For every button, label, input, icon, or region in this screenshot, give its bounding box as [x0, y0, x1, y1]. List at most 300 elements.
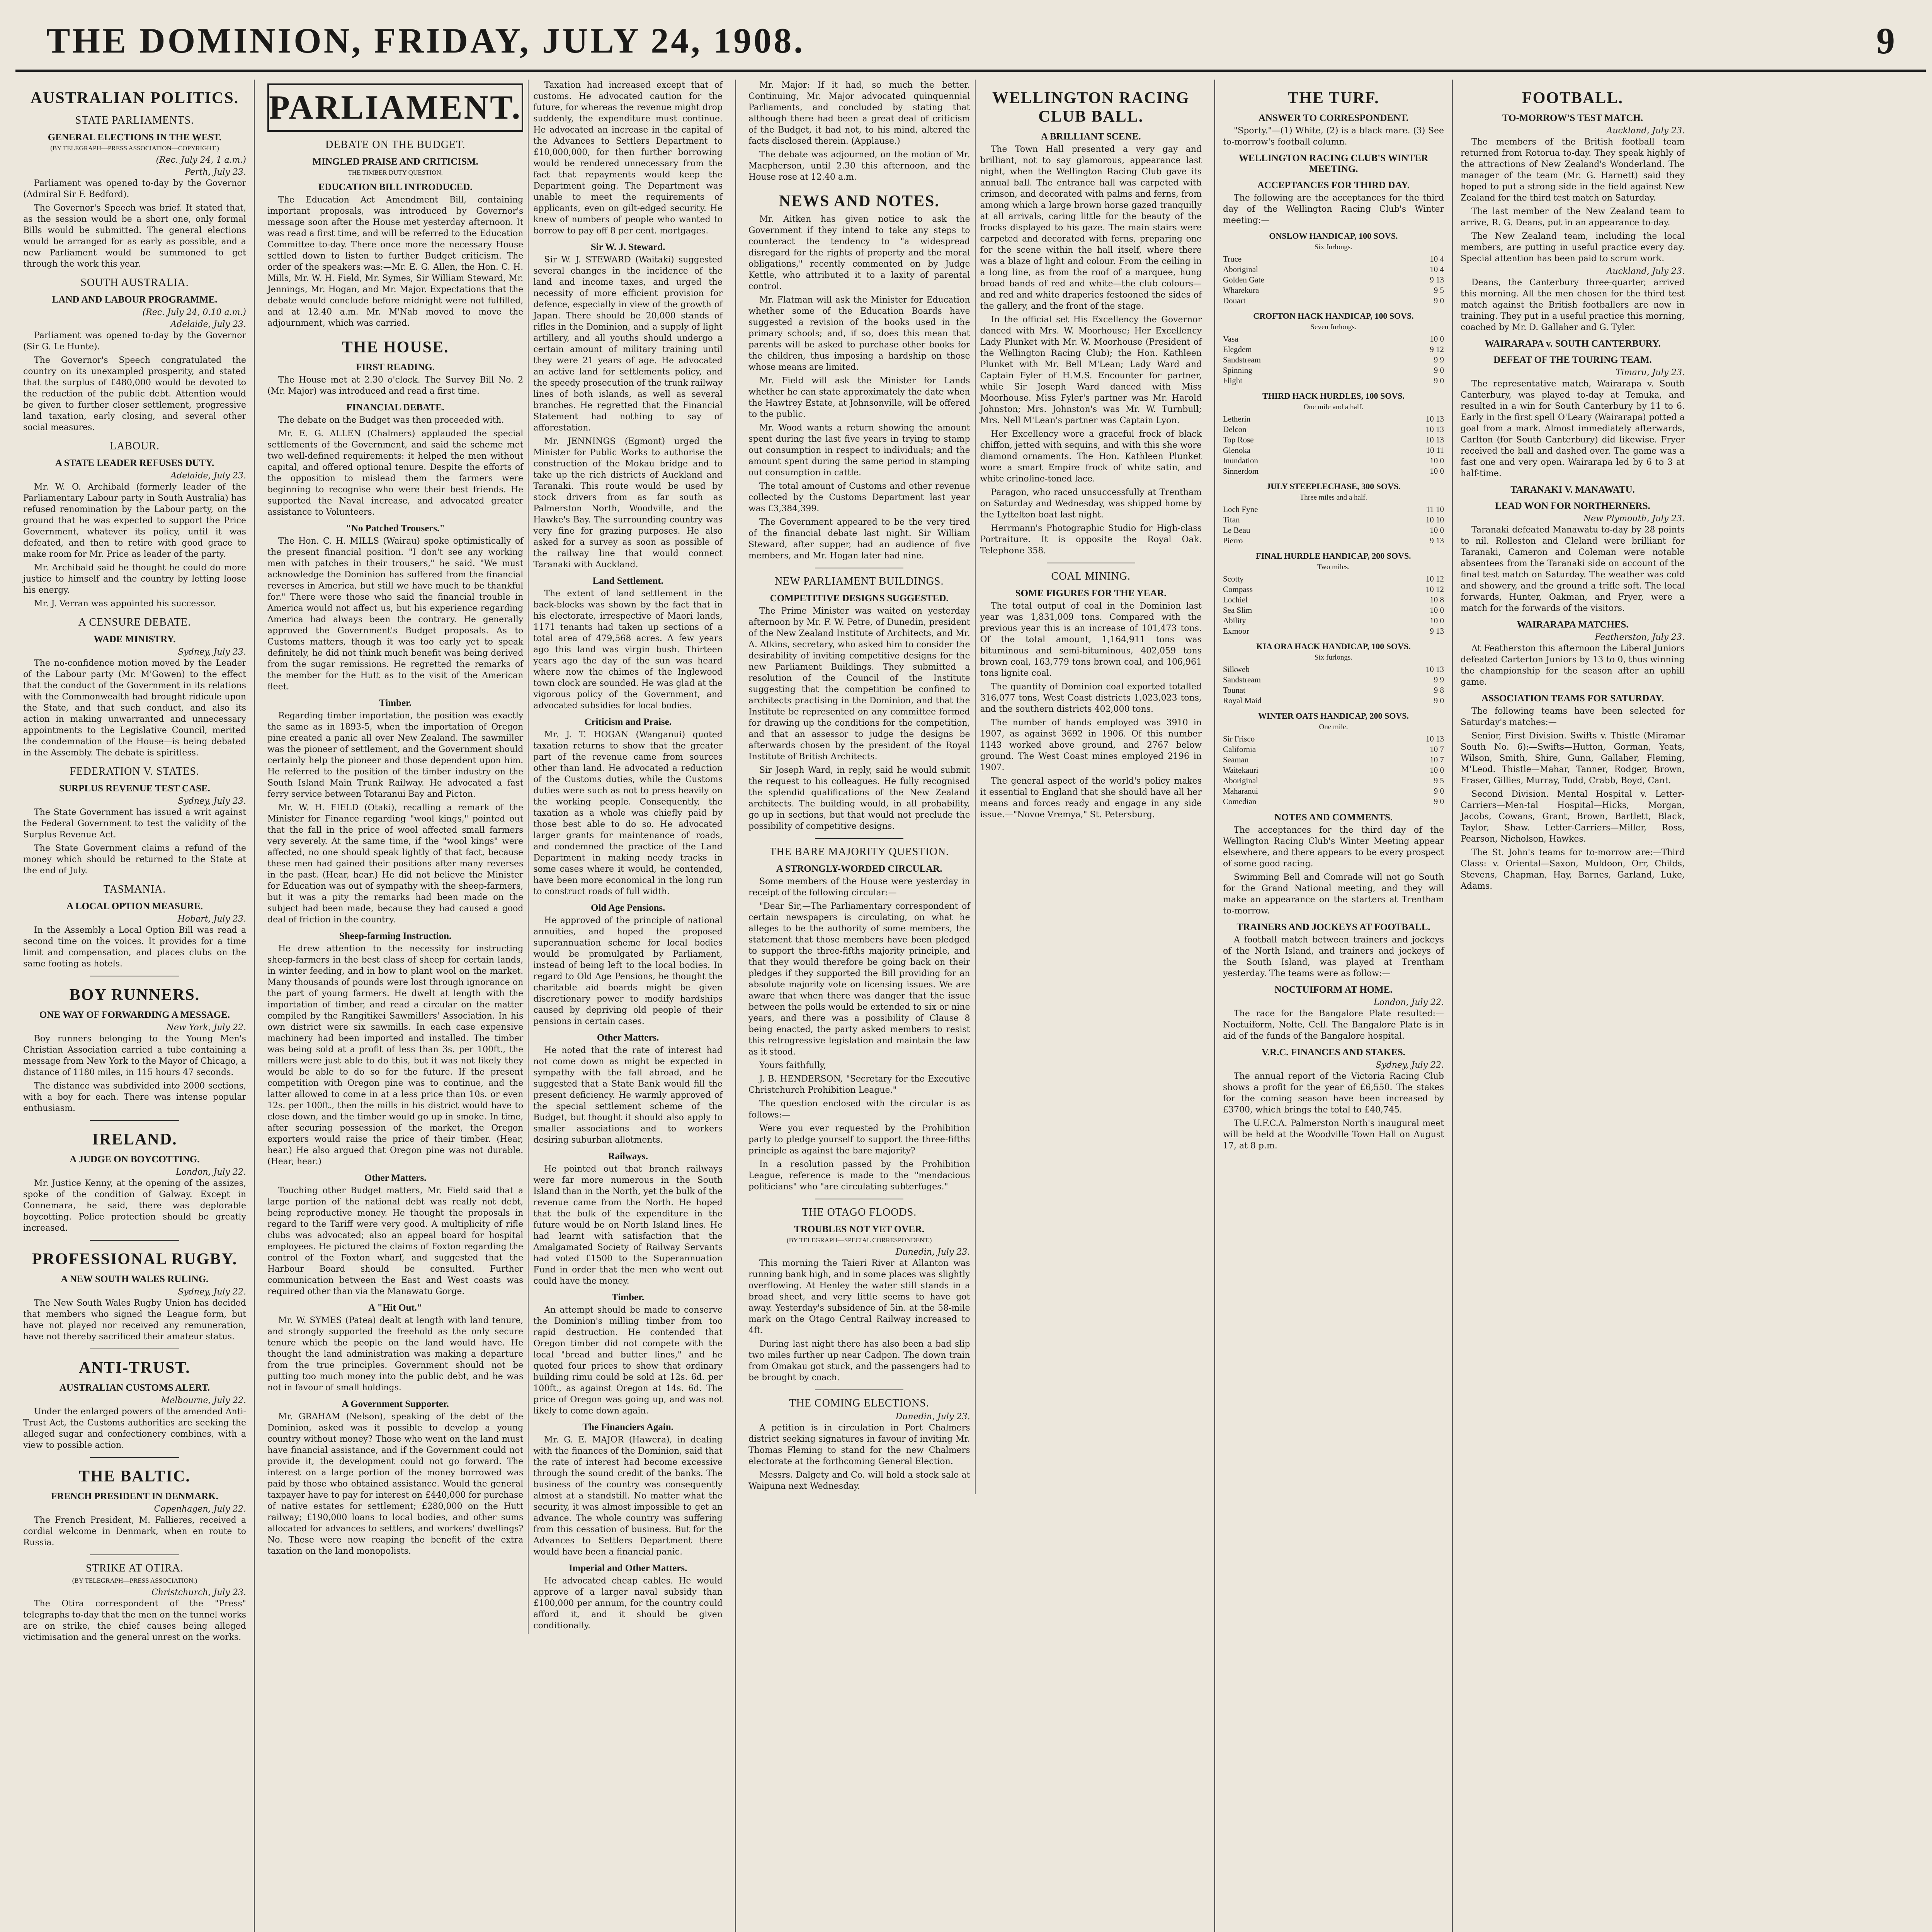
race-distance: Seven furlongs.: [1310, 323, 1357, 331]
horse-name: Lochiel: [1223, 595, 1248, 604]
paragraph: The acceptances for the third day of the Wellington Racing Club's Winter Meeting appear elsewhere, and there appears to be every prospect of some good racing.: [1223, 825, 1444, 869]
paragraph: Mr. G. E. MAJOR (Hawera), in dealing with the finances of the Dominion, said that the rate of interest had become excessive through the sound credit of the banks. The business of the country was consequently almost at a standstill. No matter what the security, it was almost impossible to get an advance. The whole country was suffering from this cessation of business. But for the Advances to Settlers Department there would have been a financial panic.: [533, 1435, 723, 1557]
horse-name: Sir Frisco: [1223, 734, 1255, 743]
horse-name: Sinnerdom: [1223, 466, 1259, 476]
horse-name: Letherin: [1223, 414, 1251, 423]
headline: FIRST READING.: [356, 362, 435, 372]
horse-weight: 9 0: [1434, 376, 1444, 385]
section-heading: THE HOUSE.: [342, 338, 449, 356]
horse-name: Titan: [1223, 515, 1240, 524]
acceptance-row: [1223, 445, 1444, 456]
paragraph: Deans, the Canterbury three-quarter, arrived this morning. All the men chosen for the third test match against the British footballers are now in training. They put in a useful practice this morning, coached by Mr. D. Gallaher and G. Tyler.: [1461, 278, 1685, 332]
divider: [815, 1389, 903, 1390]
horse-weight: 9 12: [1430, 345, 1444, 354]
paragraph: The Otira correspondent of the "Press" telegraphs to-day that the men on the tunnel works are on strike, the chief causes being alleged victimisation and the general unrest on the works.: [23, 1599, 246, 1642]
paragraph: The total amount of Customs and other revenue collected by the Customs Department last year was £3,384,399.: [748, 481, 970, 514]
headline: THE OTAGO FLOODS.: [802, 1206, 917, 1218]
horse-weight: 10 4: [1430, 265, 1444, 274]
paragraph: The Government appeared to be the very tired of the financial debate last night. Sir William Steward, after supper, had an audience of five members, and Mr. Hogan later had nine.: [748, 517, 970, 561]
headline: A STRONGLY-WORDED CIRCULAR.: [776, 864, 942, 874]
column-australian-politics: [15, 80, 255, 1932]
paragraph: Mr. Archibald said he thought he could do more justice to himself and the country by letting loose his energy.: [23, 563, 246, 595]
acceptance-row: [1223, 696, 1444, 706]
paragraph: Mr. W. H. FIELD (Otaki), recalling a remark of the Minister for Finance regarding "wool kings," pointed out that the fall in the price of wool affected small farmers very severely. At the same time, if the "wool kings" were affected, no one should speak lightly of that fact, because these men had gained their positions after many reverses in the past. (Hear, hear.) He did not believe the Minister for Education was out of sympathy with the sheep-farmers, but it was a pity the remarks had been made on the subject had been made, because they had caused a good deal of friction in the country.: [267, 803, 524, 925]
race-distance: Six furlongs.: [1314, 243, 1353, 251]
paragraph: The members of the British football team returned from Rotorua to-day. They speak highly of the attractions of New Zealand's Wonderland. The manager of the team (Mr. G. Harnett) said they hoped to put a strong side in the field against New Zealand for the third test match on Saturday.: [1461, 137, 1685, 203]
horse-name: Sandstream: [1223, 355, 1261, 364]
paragraph: Were you ever requested by the Prohibition party to pledge yourself to support the three-fifths principle as against the bare majority?: [748, 1124, 970, 1156]
horse-name: Le Beau: [1223, 526, 1250, 535]
paragraph: Her Excellency wore a graceful frock of black chiffon, jetted with sequins, and with this she wore diamond ornaments. The Hon. Kathleen Plunket wore a smart Empire frock of white satin, and white crinoline-toned lace.: [980, 429, 1202, 484]
paragraph: The representative match, Wairarapa v. South Canterbury, was played to-day at Temuka, and resulted in a win for South Canterbury by 11 to 6. Early in the first spell O'Leary (Wairarapa) potted a goal from a mark. Almost immediately afterwards, Carlton (for South Canterbury) did likewise. Fryer received the ball and dashed over. The game was a fast one and very open. Wairarapa led by 6 to 3 at half-time.: [1461, 379, 1685, 478]
acceptance-row: [1223, 456, 1444, 466]
section-heading: IRELAND.: [92, 1131, 177, 1148]
paragraph: He approved of the principle of national annuities, and hoped the proposed superannuation scheme for local bodies would be promulgated by Parliament, instead of being left to the local bodies. In regard to Old Age Pensions, he thought the charitable aid boards might be given discretionary power to modify hardships caused by depriving old people of their pensions in certain cases.: [533, 916, 723, 1026]
headline: WAIRARAPA v. SOUTH CANTERBURY.: [1485, 338, 1661, 349]
headline: LEAD WON FOR NORTHERNERS.: [1495, 501, 1650, 511]
column-turf: [1215, 80, 1453, 1932]
section-heading: THE TURF.: [1287, 89, 1379, 107]
horse-weight: 9 8: [1434, 685, 1444, 695]
horse-name: Inundation: [1223, 456, 1258, 465]
horse-name: Pierro: [1223, 536, 1243, 545]
acceptance-row: [1223, 664, 1444, 675]
paragraph: Mr. Wood wants a return showing the amount spent during the last five years in trying to stamp out consumption in respect to individuals; and the amount spent during the same period in stamping out consumption in cattle.: [748, 423, 970, 478]
horse-name: Aboriginal: [1223, 265, 1258, 274]
paragraph: Mr. J. T. HOGAN (Wanganui) quoted taxation returns to show that the greater part of the revenue came from sources other than land. He advocated a reduction of the Customs duties, while the Customs duties were such as not to press heavily on the working people. Consequently, the taxation as a whole was chiefly paid by those best able to do so. He advocated larger grants for maintenance of roads, and condemned the practice of the Land Department in making needy tracks in some cases where it would, he contended, have been more economical in the long run to construct roads of full width.: [533, 730, 723, 896]
acceptance-row: [1223, 424, 1444, 435]
acceptance-row: [1223, 584, 1444, 595]
horse-weight: 9 0: [1434, 696, 1444, 705]
headline: Other Matters.: [597, 1032, 659, 1043]
divider: [90, 1457, 179, 1458]
column-parliament: [255, 80, 736, 1932]
horse-weight: 10 11: [1426, 446, 1444, 455]
paragraph: Herrmann's Photographic Studio for High-class Portraiture. It is opposite the Royal Oak. Telephone 358.: [980, 524, 1202, 556]
headline: NOCTUIFORM AT HOME.: [1274, 985, 1393, 995]
race-name: ONSLOW HANDICAP, 100 SOVS.: [1269, 231, 1398, 241]
acceptance-row: [1223, 344, 1444, 355]
paragraph: The Prime Minister was waited on yesterday afternoon by Mr. F. W. Petre, of Dunedin, president of the New Zealand Institute of Architects, and Mr. A. Atkins, secretary, who asked him to consider the desirability of inviting competitive designs for the new Parliament Buildings. They submitted a resolution of the Council of the Institute suggesting that the competition be confined to architects practising in the Dominion, and that the Institute be represented on any committee formed for drawing up the conditions for the competition, and that an assessor to judge the designs be afterwards chosen by the president of the Royal Institute of British Architects.: [748, 606, 970, 762]
paragraph: The debate was adjourned, on the motion of Mr. Macpherson, until 2.30 this afternoon, and the House rose at 12.40 a.m.: [748, 150, 970, 182]
page-number: 9: [1876, 20, 1895, 61]
race-distance: Two miles.: [1317, 563, 1350, 571]
headline: Railways.: [608, 1151, 648, 1162]
horse-weight: 9 9: [1434, 675, 1444, 684]
paragraph: Mr. Flatman will ask the Minister for Education whether some of the Education Boards have suggested a revision of the books used in the primary schools; and, if so, does this mean that parents will be asked to purchase other books for the children, thus imposing a hardship on those whose means are limited.: [748, 295, 970, 372]
acceptance-row: [1223, 254, 1444, 264]
acceptance-row: [1223, 744, 1444, 755]
headline: COMPETITIVE DESIGNS SUGGESTED.: [770, 593, 949, 604]
paragraph: He drew attention to the necessity for instructing sheep-farmers in the best class of sheep for certain lands, in winter feeding, and in how to plant wool on the market. Many thousands of pounds were lost through ignorance on the part of young farmers. He dwelt at length with the importation of timber, and read a circular on the matter compiled by the Rangitikei Sawmillers' Association. In his own district were six sawmills. In each case expensive machinery had been imported and installed. The timber was being sold at a profit of less than 3s. per 100ft., the millers were just able to do this, but it was not likely they would be able to do so for the future. If the present competition with Oregon pine was to continue, and the latter allowed to come in at a less price than 10s. or even 12s. per 100ft., then the mills in his district would have to close down, and the timber would go up in smoke. In time, after securing possession of the market, the Oregon exporters would raise the price of their timber. (Hear, hear.) He also argued that Oregon pine was not durable. (Hear, hear.): [267, 944, 524, 1167]
horse-name: Glenoka: [1223, 446, 1251, 455]
paragraph: Boy runners belonging to the Young Men's Christian Association carried a tube containing a message from New York to the Mayor of Chicago, a distance of 1180 miles, in 115 hours 47 seconds.: [23, 1034, 246, 1077]
headline: Other Matters.: [364, 1173, 427, 1183]
section-heading: BOY RUNNERS.: [69, 986, 200, 1004]
paragraph: He noted that the rate of interest had not come down as might be expected in sympathy with the fall abroad, and he suggested that a State Bank would fill the present deficiency. He warmly approved of the special settlement scheme of the Budget, but thought it should also apply to smaller associations and to workers desiring suburban allotments.: [533, 1046, 723, 1145]
paragraph: The general aspect of the world's policy makes it essential to England that she should have all her means and forces ready and engage in any side issue.—"Novoe Vremya," St. Petersburg.: [980, 776, 1202, 820]
subheading: SOUTH AUSTRALIA.: [80, 277, 189, 289]
paragraph: Mr. Justice Kenny, at the opening of the assizes, spoke of the condition of Galway. Except in Connemara, he said, there was deplorable boycotting. Police protection should be greatly increased.: [23, 1179, 246, 1233]
dateline: Copenhagen, July 22.: [154, 1504, 246, 1514]
paragraph: Mr. Major: If it had, so much the better. Continuing, Mr. Major advocated quinquennial Parliaments, and concluded by stating that although there had been a great deal of criticism of the Budget, it had not, to his mind, altered the facts disclosed therein. (Applause.): [748, 80, 970, 146]
dateline: New York, July 22.: [166, 1023, 246, 1032]
horse-name: Maharanui: [1223, 786, 1258, 796]
paragraph: The Town Hall presented a very gay and brilliant, not to say glamorous, appearance last night, when the Wellington Racing Club gave its annual ball. The entrance hall was carpeted with crimson, and decorated with palms and ferns, from among which a large brown horse gazed tranquilly at all arrivals, caring little for the beauty of the frocks displayed to his gaze. The main stairs were carpeted and decorated with ferns, preparing one for the scene within the hall itself, where there was a blaze of light and colour. From the ceiling in a long line, as from the roof of a marquee, hung broad bands of red and white—the club colours—and red and white draperies festooned the sides of the gallery, and the front of the stage.: [980, 145, 1202, 311]
paragraph: "Dear Sir,—The Parliamentary correspondent of certain newspapers is circulating, on what he alleges to be the authority of some members, the statement that those members have been pledged to support the three-fifths majority principle, and that they would therefore be going back on their pledges if they supported the Bill providing for an absolute majority vote on licensing issues. We are aware that when there was danger that the issue between the polls would be extended to six or nine years, and there was a possibility of Clause 8 being enacted, the party asked members to resist this retrogressive legislation and maintain the law as it stood.: [748, 901, 970, 1057]
horse-weight: 9 0: [1434, 296, 1444, 305]
subheading: A CENSURE DEBATE.: [78, 616, 191, 628]
paragraph: The Governor's Speech was brief. It stated that, as the session would be a short one, only formal Bills would be submitted. The general elections would be arranged for as early as possible, and a new Parliament would be summoned to get through the work this year.: [23, 203, 246, 269]
paragraph: In the Assembly a Local Option Bill was read a second time on the voices. It provides for a time limit and compensation, and places clubs on the same footing as hotels.: [23, 925, 246, 969]
headline: A "Hit Out.": [368, 1303, 422, 1313]
dateline: Adelaide, July 23.: [170, 471, 246, 481]
subheading: FEDERATION V. STATES.: [70, 765, 200, 777]
section-heading: THE BALTIC.: [79, 1468, 190, 1485]
acceptance-row: [1223, 264, 1444, 275]
paragraph: Parliament was opened to-day by the Governor (Sir G. Le Hunte).: [23, 331, 246, 352]
divider: [90, 1240, 179, 1241]
acceptance-row: [1223, 504, 1444, 515]
horse-weight: 9 0: [1434, 797, 1444, 806]
headline: SOME FIGURES FOR THE YEAR.: [1015, 588, 1167, 599]
horse-name: Ability: [1223, 616, 1246, 625]
headline: WADE MINISTRY.: [94, 634, 176, 645]
subheading: STRIKE AT OTIRA.: [86, 1562, 184, 1574]
subheading: LABOUR.: [109, 440, 160, 452]
dateline: Sydney, July 23.: [178, 647, 246, 657]
acceptance-row: [1223, 755, 1444, 765]
paragraph: Sir W. J. STEWARD (Waitaki) suggested several changes in the incidence of the land and income taxes, and urged the necessity of more efficient provision for defence, especially in view of the growth of Japan. There should be 20,000 stands of rifles in the Dominion, and a supply of light artillery, and all youths should undergo a certain amount of military training until they were 21 years of age. He advocated an active land for settlements policy, and the speedy prosecution of the trunk railway lines of both islands, as well as several branches. He regretted that the Financial Statement had nothing to say of afforestation.: [533, 255, 723, 433]
paragraph: The number of hands employed was 3910 in 1907, as against 3692 in 1906. Of this number 1143 worked above ground, and 2767 below ground. The West Coast mines employed 2196 in 1907.: [980, 718, 1202, 772]
headline: COAL MINING.: [1051, 570, 1131, 582]
horse-weight: 10 13: [1425, 425, 1444, 434]
acceptance-row: [1223, 675, 1444, 685]
headline: TRAINERS AND JOCKEYS AT FOOTBALL.: [1236, 922, 1430, 932]
dateline: (Rec. July 24, 1 a.m.): [156, 155, 246, 165]
paragraph: Parliament was opened to-day by the Governor (Admiral Sir F. Bedford).: [23, 179, 246, 199]
headline: ASSOCIATION TEAMS FOR SATURDAY.: [1481, 693, 1664, 704]
headline: Sheep-farming Instruction.: [339, 931, 452, 941]
paragraph: An attempt should be made to conserve the Dominion's milling timber from too rapid destruction. He contended that Oregon timber did not compete with the local "bread and butter lines," and he quoted four prices to show that ordinary building rimu could be sold at 12s. 6d. per 100ft., as against Oregon at 14s. 6d. The price of Oregon was going up, and was not likely to come down again.: [533, 1305, 723, 1416]
horse-name: Sandstream: [1223, 675, 1261, 684]
headline: GENERAL ELECTIONS IN THE WEST.: [48, 132, 222, 143]
headline: AUSTRALIAN CUSTOMS ALERT.: [59, 1383, 210, 1393]
paragraph: Swimming Bell and Comrade will not go South for the Grand National meeting, and they will make an appearance on the starters at Trentham to-morrow.: [1223, 872, 1444, 916]
dateline: Auckland, July 23.: [1606, 267, 1685, 276]
race-name: KIA ORA HACK HANDICAP, 100 SOVS.: [1256, 641, 1411, 651]
paragraph: Mr. E. G. ALLEN (Chalmers) applauded the special settlements of the Government, and said the scheme met two well-defined requirements: it helped the men without capital, and offered optional tenure. Despite the efforts of the opposition to mislead them the farmers were beginning to recognise who were their best friends. He supported the Naval increase, and advocated greater assistance to Volunteers.: [267, 429, 524, 517]
horse-name: Elegdem: [1223, 345, 1252, 354]
horse-name: Scotty: [1223, 574, 1244, 583]
headline: WAIRARAPA MATCHES.: [1517, 619, 1629, 630]
race-distance: One mile.: [1319, 723, 1348, 731]
horse-weight: 9 13: [1430, 626, 1444, 636]
horse-weight: 10 0: [1430, 456, 1444, 465]
paragraph: The Governor's Speech congratulated the country on its unexampled prosperity, and stated that the surplus of £480,000 would be devoted to the reduction of the public debt. Attention would be given to further closer settlement, progressive land taxation, early closing, and several other social measures.: [23, 355, 246, 432]
paragraph: Mr. W. O. Archibald (formerly leader of the Parliamentary Labour party in South Australia) has refused renomination by the Labour party, on the ground that he was expected to support the Price Government, whatever its policy, until it was defeated, and then to retire with good grace to make room for Mr. Price as leader of the party.: [23, 482, 246, 559]
acceptance-row: [1223, 734, 1444, 744]
horse-name: Spinning: [1223, 366, 1252, 375]
masthead: [15, 12, 1926, 72]
section-heading: WELLINGTON RACING CLUB BALL.: [992, 89, 1190, 126]
horse-name: Top Rose: [1223, 435, 1254, 444]
dateline: Dunedin, July 23.: [895, 1247, 970, 1257]
headline: TARANAKI V. MANAWATU.: [1510, 485, 1635, 495]
acceptance-row: [1223, 605, 1444, 616]
paragraph: The last member of the New Zealand team to arrive, R. G. Deans, put in an appearance to-day.: [1461, 207, 1685, 228]
paragraph: Touching other Budget matters, Mr. Field said that a large portion of the national debt was really not debt, being reproductive money. He thought the proposals in regard to the Tariff were very good. A multiplicity of rifle clubs was advocated; also an appeal board for hospital employees. He pictured the claims of Foxton regarding the control of the Foxton wharf, and suggested that the Harbour Board should be consulted. Further communication between the East and West coasts was required other than via the Manawatu Gorge.: [267, 1186, 524, 1296]
paragraph: Sir Joseph Ward, in reply, said he would submit the request to his colleagues. He fully recognised the splendid qualifications of the New Zealand architects. The building would, in all probability, go up in sections, but that would not preclude the possibility of competitive designs.: [748, 765, 970, 831]
acceptance-row: [1223, 515, 1444, 525]
news-split: [744, 80, 1206, 1494]
divider: [815, 838, 903, 839]
horse-name: Delcon: [1223, 425, 1247, 434]
paragraph: The following teams have been selected for Saturday's matches:—: [1461, 706, 1685, 727]
column-football: [1453, 80, 1692, 1932]
horse-name: Waitekauri: [1223, 765, 1259, 775]
paragraph: Regarding timber importation, the position was exactly the same as in 1893-5, when the importation of Oregon pine created a panic all over New Zealand. The sawmiller was the pioneer of settlement, and the Government should certainly help the pioneer and those dependent upon him. He referred to the position of the timber industry on the South Island Main Trunk Railway. He advocated a fast ferry service between Totaranui Bay and Picton.: [267, 711, 524, 799]
column-news-and-ball: [736, 80, 1215, 1932]
race-name: THIRD HACK HURDLES, 100 SOVS.: [1262, 391, 1405, 401]
paragraph: "Sporty."—(1) White, (2) is a black mare. (3) See to-morrow's football column.: [1223, 126, 1444, 147]
byline: (BY TELEGRAPH—SPECIAL CORRESPONDENT.): [787, 1236, 932, 1244]
horse-name: Flight: [1223, 376, 1243, 385]
acceptance-row: [1223, 595, 1444, 605]
horse-weight: 10 0: [1430, 765, 1444, 775]
parliament-split: [263, 80, 727, 1634]
headline: FINANCIAL DEBATE.: [346, 402, 445, 413]
horse-name: Exmoor: [1223, 626, 1249, 636]
paragraph: Taxation had increased except that of customs. He advocated caution for the future, for whereas the revenue might drop suddenly, the expenditure must continue. He advocated an increase in the capital of the Advances to Settlers Department to £10,000,000, for then further borrowing would be rendered unnecessary from the fact that repayments would keep the Department going. The Department was unable to meet the requirements of applicants, even on gilt-edged security. He knew of numbers of people who wanted to borrow to pay off 8 per cent. mortgages.: [533, 80, 723, 236]
headline: DEBATE ON THE BUDGET.: [325, 139, 466, 151]
dateline: London, July 22.: [1374, 998, 1444, 1007]
acceptance-row: [1223, 616, 1444, 626]
horse-weight: 10 0: [1430, 605, 1444, 615]
acceptance-row: [1223, 786, 1444, 796]
horse-weight: 10 12: [1425, 585, 1444, 594]
section-heading: NEWS AND NOTES.: [779, 192, 940, 210]
headline: ACCEPTANCES FOR THIRD DAY.: [1257, 180, 1410, 190]
parliament-left: [263, 80, 529, 1634]
paragraph: He pointed out that branch railways were far more numerous in the South Island than in the North, yet the bulk of the revenue came from the North. He hoped that the bulk of the expenditure in the future would be on North Island lines. He had learnt with satisfaction that the Amalgamated Society of Railway Servants had voted £1500 to the Superannuation Fund in order that the men who went out could have the money.: [533, 1164, 723, 1286]
horse-weight: 10 0: [1430, 616, 1444, 625]
headline: DEFEAT OF THE TOURING TEAM.: [1493, 355, 1652, 365]
news-left: [744, 80, 976, 1494]
horse-weight: 10 0: [1430, 526, 1444, 535]
paragraph: The no-confidence motion moved by the Leader of the Labour party (Mr. M'Gowen) to the effect that the conduct of the Government in its relations with the Commonwealth had brought ridicule upon the State, and that such conduct, and also its action in making unwarranted and unnecessary appointments to the Legislative Council, merited the condemnation of the House—is being debated in the Assembly. The debate is spiritless.: [23, 658, 246, 758]
section-heading: AUSTRALIAN POLITICS.: [30, 89, 239, 107]
dateline: Auckland, July 23.: [1606, 126, 1685, 136]
headline: FRENCH PRESIDENT IN DENMARK.: [51, 1491, 218, 1502]
headline: A NEW SOUTH WALES RULING.: [61, 1274, 209, 1284]
paragraph: J. B. HENDERSON, "Secretary for the Executive Christchurch Prohibition League.": [748, 1074, 970, 1095]
paragraph: The total output of coal in the Dominion last year was 1,831,009 tons. Compared with the previous year this is an increase of 101,473 tons. Of the total amount, 1,164,911 tons was bituminous and semi-bituminous, 402,059 tons brown coal, 163,779 tons brown coal, and 106,961 tons lignite coal.: [980, 601, 1202, 678]
paragraph: The St. John's teams for to-morrow are:—Third Class: v. Oriental—Saxon, Muldoon, Orr, Childs, Stevens, Chapman, Hay, Barnes, Garland, Luke, Adams.: [1461, 848, 1685, 891]
headline: A BRILLIANT SCENE.: [1041, 131, 1141, 142]
horse-name: Tounat: [1223, 685, 1246, 695]
acceptance-row: [1223, 435, 1444, 445]
headline: LAND AND LABOUR PROGRAMME.: [52, 294, 218, 305]
acceptance-row: [1223, 334, 1444, 344]
horse-weight: 10 13: [1425, 414, 1444, 423]
paragraph: The House met at 2.30 o'clock. The Survey Bill No. 2 (Mr. Major) was introduced and read a first time.: [267, 375, 524, 396]
dateline: Christchurch, July 23.: [151, 1588, 246, 1597]
horse-name: Royal Maid: [1223, 696, 1262, 705]
horse-name: Wharekura: [1223, 286, 1259, 295]
paragraph: He advocated cheap cables. He would approve of a larger naval subsidy than £100,000 per annum, for the country could afford it, and it should be given conditionally.: [533, 1576, 723, 1631]
masthead-title: THE DOMINION, FRIDAY, JULY 24, 1908.: [46, 21, 805, 60]
acceptance-row: [1223, 685, 1444, 696]
horse-weight: 10 7: [1430, 755, 1444, 764]
paragraph: Some members of the House were yesterday in receipt of the following circular:—: [748, 877, 970, 898]
section-heading: ANTI-TRUST.: [79, 1359, 190, 1377]
headline: Timber.: [612, 1292, 645, 1303]
acceptance-row: [1223, 626, 1444, 636]
headline: Land Settlement.: [592, 576, 663, 586]
dateline: Featherston, July 23.: [1595, 633, 1685, 642]
section-heading: FOOTBALL.: [1522, 89, 1623, 107]
headline: NOTES AND COMMENTS.: [1274, 812, 1393, 823]
horse-name: Sea Slim: [1223, 605, 1252, 615]
paragraph: The annual report of the Victoria Racing Club shows a profit for the year of £6,550. The stakes for the coming season have been increased by £3700, which brings the total to £40,745.: [1223, 1071, 1444, 1115]
race-name: CROFTON HACK HANDICAP, 100 SOVS.: [1253, 311, 1414, 321]
horse-weight: 9 5: [1434, 776, 1444, 785]
acceptance-row: [1223, 765, 1444, 776]
paragraph: The Education Act Amendment Bill, containing important proposals, was introduced by Governor's message soon after the House met yesterday afternoon. It was read a first time, and will be referred to the Education Committee to-day. There once more the necessary House settled down to listen to further Budget criticism. The order of the speakers was:—Mr. E. G. Allen, the Hon. C. H. Mills, Mr. W. H. Field, Mr. Symes, Sir William Steward, Mr. Jennings, Mr. Hogan, and Mr. Major. Expectations that the debate would conclude before midnight were not fulfilled, and at 12.40 a.m. Mr. M'Nab moved to move the adjournment, which was carried.: [267, 195, 524, 328]
horse-weight: 9 5: [1434, 286, 1444, 295]
acceptances-table: [1223, 231, 1444, 807]
race-distance: One mile and a half.: [1303, 403, 1364, 411]
headline: A JUDGE ON BOYCOTTING.: [70, 1154, 200, 1165]
headline: A STATE LEADER REFUSES DUTY.: [55, 458, 214, 468]
paragraph: Second Division. Mental Hospital v. Letter-Carriers—Men-tal Hospital—Hicks, Morgan, Jacobs, Cowans, Grant, Brown, Bartlett, Black, Taylor, Shaw. Letter-Carriers—Miller, Ross, Pearson, Nicholson, Hawkes.: [1461, 789, 1685, 844]
headline: THE COMING ELECTIONS.: [789, 1397, 929, 1409]
acceptance-row: [1223, 365, 1444, 376]
paragraph: The following are the acceptances for the third day of the Wellington Racing Club's Winter meeting:—: [1223, 193, 1444, 225]
divider: [90, 1120, 179, 1121]
headline: ANSWER TO CORRESPONDENT.: [1258, 113, 1409, 123]
dateline: Hobart, July 23.: [177, 914, 246, 924]
paragraph: The U.F.C.A. Palmerston North's inaugural meet will be held at the Woodville Town Hall on August 17, at 8 p.m.: [1223, 1119, 1444, 1151]
acceptance-row: [1223, 275, 1444, 285]
horse-weight: 9 13: [1430, 275, 1444, 284]
horse-weight: 10 7: [1430, 745, 1444, 754]
paragraph: Mr. W. SYMES (Patea) dealt at length with land tenure, and strongly supported the freehold as the only secure tenure which the people on the land would have. He thought the land administration was making a departure from the true principles. Government should not be putting too much money into the public debt, and he was not in favour of small holdings.: [267, 1316, 524, 1393]
horse-weight: 10 0: [1430, 466, 1444, 476]
horse-name: Vasa: [1223, 334, 1238, 344]
paragraph: A football match between trainers and jockeys of the North Island, and trainers and jockeys of the South Island, was played at Trentham yesterday. The teams were as follow:—: [1223, 935, 1444, 978]
paragraph: During last night there has also been a bad slip two miles further up near Cadpon. The down train from Omakau got stuck, and the passengers had to be brought by coach.: [748, 1339, 970, 1383]
acceptance-row: [1223, 466, 1444, 476]
horse-name: Golden Gate: [1223, 275, 1264, 284]
horse-weight: 10 13: [1425, 435, 1444, 444]
paragraph: Messrs. Dalgety and Co. will hold a stock sale at Waipuna next Wednesday.: [748, 1470, 970, 1491]
race-distance: Three miles and a half.: [1299, 493, 1367, 502]
race-name: JULY STEEPLECHASE, 300 SOVS.: [1266, 481, 1401, 491]
paragraph: Mr. JENNINGS (Egmont) urged the Minister for Public Works to authorise the construction of the Mokau bridge and to take up the rich districts of Auckland and Taranaki. This route would be used by stock drivers from as far south as Palmerston North, Woodville, and the Hawke's Bay. The surrounding country was very fine for grazing purposes. He also asked for a survey as soon as possible of the railway line that would connect Taranaki with Auckland.: [533, 437, 723, 570]
paragraph: A petition is in circulation in Port Chalmers district seeking signatures in favour of inviting Mr. Thomas Fleming to stand for the new Chalmers electorate at the forthcoming General Election.: [748, 1423, 970, 1466]
paragraph: The distance was subdivided into 2000 sections, with a boy for each. There was intense popular enthusiasm.: [23, 1081, 246, 1113]
headline: Timber.: [379, 698, 412, 708]
headline: V.R.C. FINANCES AND STAKES.: [1261, 1047, 1406, 1058]
acceptance-row: [1223, 285, 1444, 296]
headline: Old Age Pensions.: [590, 903, 665, 913]
horse-name: Comedian: [1223, 797, 1257, 806]
horse-weight: 9 0: [1434, 366, 1444, 375]
paragraph: The State Government claims a refund of the money which should be returned to the State at the end of July.: [23, 844, 246, 876]
paragraph: Yours faithfully,: [759, 1061, 827, 1070]
paragraph: The debate on the Budget was then proceeded with.: [278, 415, 504, 425]
acceptance-row: [1223, 414, 1444, 424]
horse-name: Seaman: [1223, 755, 1249, 764]
paragraph: Mr. J. Verran was appointed his successor.: [34, 599, 216, 609]
headline: A LOCAL OPTION MEASURE.: [66, 901, 203, 912]
acceptance-row: [1223, 796, 1444, 807]
horse-weight: 9 0: [1434, 786, 1444, 796]
headline: TROUBLES NOT YET OVER.: [794, 1224, 925, 1235]
horse-weight: 10 4: [1430, 254, 1444, 264]
dateline: Sydney, July 22.: [1376, 1060, 1444, 1070]
divider: [90, 1554, 179, 1555]
paragraph: Senior, First Division. Swifts v. Thistle (Miramar South No. 6):—Swifts—Hutton, Gorman, Yeats, Wilson, Smith, Shire, Gunn, Gallaher, Fleming, M'Leod. Thistle—Mahar, Tanner, Rodger, Brown, Fraser, Gillies, Murray, Todd, Crabb, Boyd, Cant.: [1461, 731, 1685, 786]
dateline: Sydney, July 23.: [178, 796, 246, 806]
headline: MINGLED PRAISE AND CRITICISM.: [312, 156, 478, 167]
horse-name: Compass: [1223, 585, 1253, 594]
paragraph: The New South Wales Rugby Union has decided that members who signed the League form, but have not played nor received any remuneration, have not thereby sacrificed their amateur status.: [23, 1298, 246, 1342]
dateline: Timaru, July 23.: [1616, 368, 1685, 378]
headline: The Financiers Again.: [582, 1422, 673, 1432]
news-right: [976, 80, 1207, 1494]
horse-name: Silkweb: [1223, 665, 1250, 674]
horse-weight: 10 8: [1430, 595, 1444, 604]
dateline: Dunedin, July 23.: [895, 1412, 970, 1422]
horse-weight: 10 13: [1425, 734, 1444, 743]
paragraph: In the official set His Excellency the Governor danced with Mrs. W. Moorhouse; Her Excellency Lady Plunket with Mr. W. Moorhouse (President of the Wellington Racing Club); the Hon. Kathleen Plunket with Mr. Bell M'Lean; Lady Ward and Captain Fyler of H.M.S. Encounter for partner, while Sir Joseph Ward danced with Miss Moorhouse. Miss Fyler's partner was Mr. Harold Johnston; Mrs. Johnston's was Mr. W. Turnbull; Mrs. Nell M'Lean's partner was Captain Lyon.: [980, 315, 1202, 425]
paragraph: Taranaki defeated Manawatu to-day by 28 points to nil. Rolleston and Cleland were brilliant for Taranaki, Cameron and Coleman were notable absentees from the Taranaki side on account of the final test match on Saturday. The weather was cold and showery, and the ground a trifle soft. The local forwards, Hunter, Oakman, and Fryer, were a match for the forwards of the visitors.: [1461, 525, 1685, 613]
dateline: (Rec. July 24, 0.10 a.m.): [142, 308, 246, 317]
dateline: Melbourne, July 22.: [161, 1396, 246, 1405]
subheading: TASMANIA.: [103, 883, 166, 895]
paragraph: The New Zealand team, including the local members, are putting in useful practice every day. Special attention has been paid to scrum work.: [1461, 231, 1685, 264]
paragraph: At Featherston this afternoon the Liberal Juniors defeated Carterton Juniors by 13 to 0, thus winning the championship for the season after an uphill game.: [1461, 644, 1685, 687]
headline: Imperial and Other Matters.: [568, 1563, 687, 1573]
acceptance-row: [1223, 355, 1444, 365]
horse-name: Aboriginal: [1223, 776, 1258, 785]
parliament-right: [529, 80, 727, 1634]
byline: THE TIMBER DUTY QUESTION.: [348, 169, 443, 176]
paragraph: Under the enlarged powers of the amended Anti-Trust Act, the Customs authorities are seeking the alleged sugar and confectionery combines, with a view to possible action.: [23, 1407, 246, 1450]
acceptance-row: [1223, 574, 1444, 584]
horse-weight: 10 0: [1430, 334, 1444, 344]
paragraph: The French President, M. Fallieres, received a cordial welcome in Denmark, when en route to Russia.: [23, 1515, 246, 1548]
headline: TO-MORROW'S TEST MATCH.: [1502, 113, 1643, 123]
paragraph: The extent of land settlement in the back-blocks was shown by the fact that in his electorate, irrespective of Maori lands, 1171 tenants had taken up sections of a total area of 479,568 acres. A few years ago this land was virgin bush. Thirteen years ago the day of the sun was heard where now the chimes of the Inglewood town clock are sounded. He was glad at the vigorous policy of the Government, and advocated subsidies for local bodies.: [533, 589, 723, 711]
headline: "No Patched Trousers.": [346, 523, 445, 534]
dateline: New Plymouth, July 23.: [1583, 514, 1685, 524]
paragraph: The State Government has issued a writ against the Federal Government to test the validity of the Surplus Revenue Act.: [23, 808, 246, 840]
horse-name: Loch Fyne: [1223, 505, 1258, 514]
horse-weight: 9 13: [1430, 536, 1444, 545]
horse-name: Truce: [1223, 254, 1242, 264]
masthead-section-title: PARLIAMENT.: [267, 83, 523, 132]
horse-weight: 10 10: [1425, 515, 1444, 524]
acceptance-row: [1223, 525, 1444, 536]
columns: [15, 80, 1926, 1932]
headline: Sir W. J. Steward.: [590, 242, 665, 252]
paragraph: Mr. Field will ask the Minister for Lands whether he can state approximately the date when the Hawtrey Estate, at Johnsonville, will be offered to the public.: [748, 376, 970, 419]
paragraph: In a resolution passed by the Prohibition League, reference is made to the "mendacious politicians" who "are circulating subterfuges.": [748, 1160, 970, 1192]
